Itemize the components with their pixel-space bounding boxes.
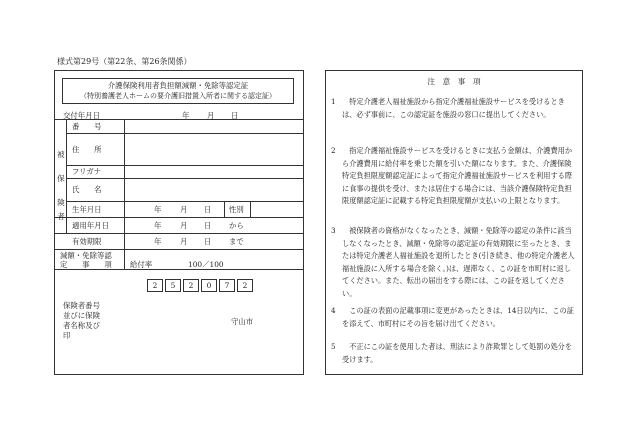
end-label: 有効期限 xyxy=(72,237,102,246)
name-label: 氏 名 xyxy=(72,185,102,194)
insurer-digit: 2 xyxy=(147,279,163,292)
end-day: 日 xyxy=(204,237,212,246)
note-number: 1 xyxy=(331,97,336,106)
address-label: 住 所 xyxy=(72,145,102,154)
approval-label-2: 定 事 項 xyxy=(60,260,112,269)
insured-label-1: 被 xyxy=(57,150,65,159)
insurer-label-3: 者名称及び xyxy=(63,321,100,330)
insured-label-4: 者 xyxy=(57,212,65,221)
title-line1: 介護保険利用者負担額減額・免除等認定証 xyxy=(107,81,249,90)
note-number: 3 xyxy=(331,226,336,235)
start-label: 適用年月日 xyxy=(72,221,109,230)
note-text: 指定介護福祉施設サービスを受けるときに支払う金額は、介護費用から介護費用に給付率を乗じた額を引いた額になります。また、介護保険特定負担限度額認定証によって指定介護福祉施設サービスを利用する際に食事の提供を受け、または居住する場合には、当該介護保険特定負担限度額認定証に記載する特定負担限度額が支払いの上限となります。 xyxy=(342,146,573,205)
insured-label-3: 険 xyxy=(57,198,65,207)
end-until: まで xyxy=(229,237,244,246)
start-month: 月 xyxy=(180,221,188,230)
birth-year: 年 xyxy=(154,205,162,214)
furigana-label: フリガナ xyxy=(72,167,102,176)
end-month: 月 xyxy=(180,237,188,246)
start-year: 年 xyxy=(154,221,162,230)
note-number: 5 xyxy=(331,342,336,351)
note-text: この証の表面の記載事項に変更があったときは、14日以内に、この証を添えて、市町村にその旨を届け出てください。 xyxy=(342,306,574,328)
note-text: 被保険者の資格がなくなったとき、減額・免除等の認定の条件に該当しなくなったとき、減額・免除等の認定証の有効期限に至ったとき、または特定介護老人福祉施設を退所したとき(引き続き、他の特定介護老人福祉施設に入所する場合を除く。)は、遅滞なく、この証を市町村に返してください。また、転出の届出をする際には、この証を返してください。 xyxy=(342,226,575,298)
note-text: 不正にこの証を使用した者は、刑法により詐欺罪として処罰の処分を受けます。 xyxy=(342,342,573,364)
number-label: 番 号 xyxy=(72,122,102,131)
start-from: から xyxy=(229,221,244,230)
approval-label-1: 減額・免除等認 xyxy=(60,251,112,260)
title-line2: （特別養護老人ホームの要介護旧措置入所者に関する認定証） xyxy=(80,92,276,100)
insured-label-2: 保 xyxy=(57,174,65,183)
insurer-label-1: 保険者番号 xyxy=(63,301,100,310)
issue-date-day: 日 xyxy=(231,111,239,120)
sex-label: 性別 xyxy=(229,205,244,214)
issue-date-month: 月 xyxy=(207,111,215,120)
insurer-digit: 0 xyxy=(201,279,217,292)
insurer-digit: 5 xyxy=(165,279,181,292)
note-text: 特定介護老人福祉施設から指定介護福祉施設サービスを受けるときは、必ず事前に、この認定証を施設の窓口に提出してください。 xyxy=(342,97,565,119)
birth-day: 日 xyxy=(204,205,212,214)
note-number: 2 xyxy=(331,146,336,155)
insurer-name: 守山市 xyxy=(231,317,254,326)
insurer-label-2: 並びに保険 xyxy=(63,311,100,320)
insurer-digit: 2 xyxy=(183,279,199,292)
notes-title: 注 意 事 項 xyxy=(427,77,481,86)
rate-value: 100／100 xyxy=(188,260,224,269)
note-number: 4 xyxy=(331,306,336,315)
insurer-label-4: 印 xyxy=(63,331,71,340)
end-year: 年 xyxy=(154,237,162,246)
insurer-digit: 2 xyxy=(237,279,253,292)
start-day: 日 xyxy=(204,221,212,230)
rate-label: 給付率 xyxy=(130,260,153,269)
insurer-digit: 7 xyxy=(219,279,235,292)
form-id: 様式第29号（第22条、第26条関係） xyxy=(57,57,192,66)
birth-month: 月 xyxy=(180,205,188,214)
issue-date-year: 年 xyxy=(182,111,190,120)
birth-label: 生年月日 xyxy=(72,205,102,214)
issue-date-label: 交付年月日 xyxy=(63,111,100,120)
